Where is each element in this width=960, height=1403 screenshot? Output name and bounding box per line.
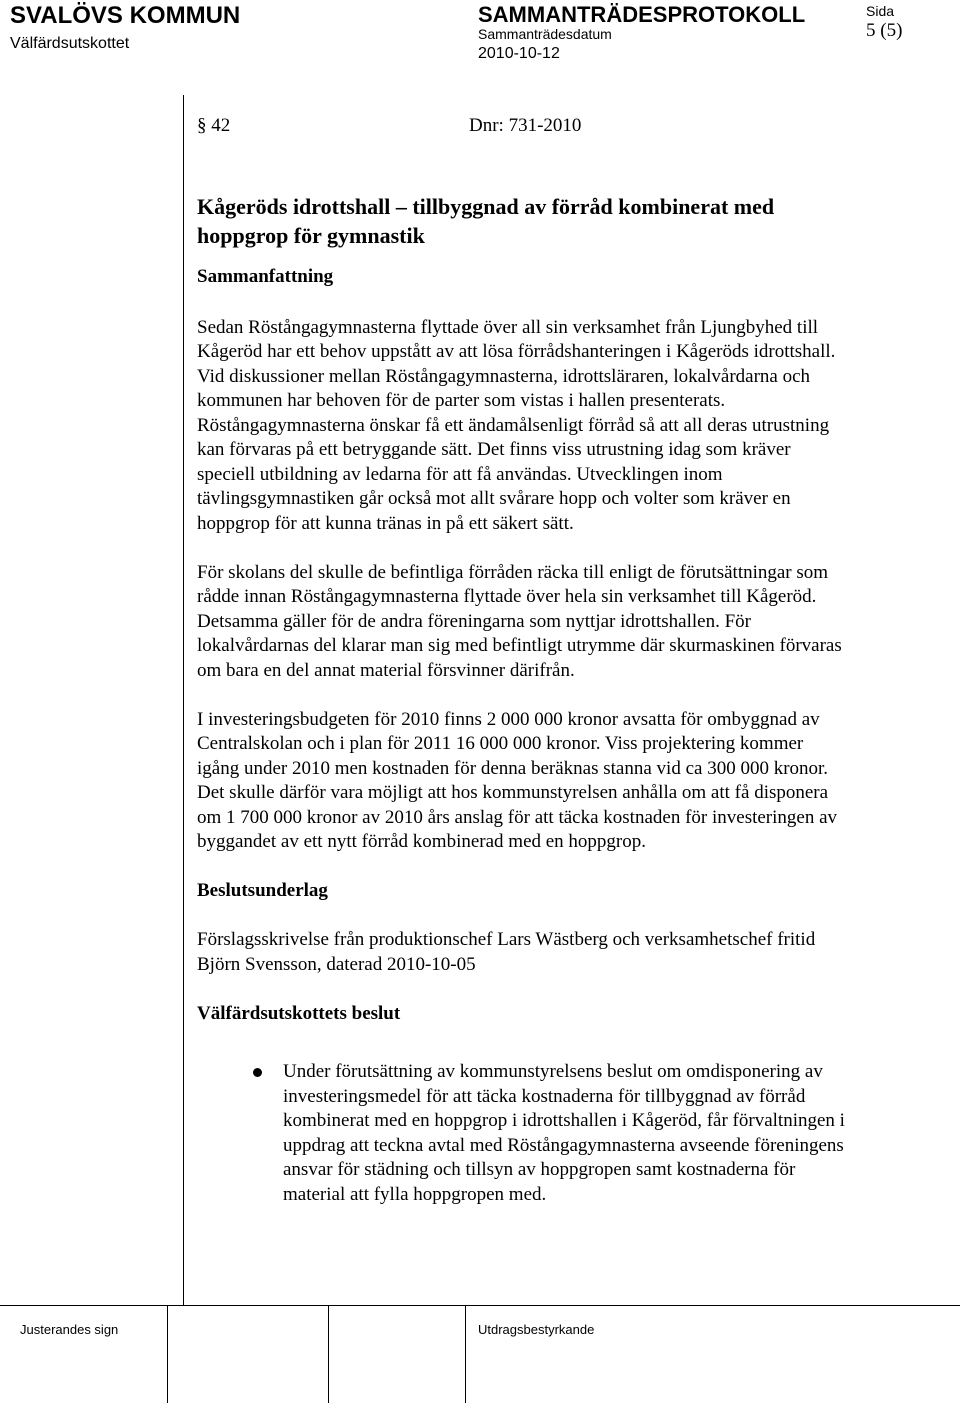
footer-rule xyxy=(0,1305,960,1306)
org-name: SVALÖVS KOMMUN xyxy=(10,2,241,29)
paragraph-number: § 42 xyxy=(197,114,231,136)
paragraph-row xyxy=(197,113,937,139)
protocol-title: SAMMANTRÄDESPROTOKOLL xyxy=(478,2,806,27)
summary-paragraph-2: För skolans del skulle de befintliga förråden räcka till enligt de förutsättningar som rådde innan Röstångagymnasterna flyttade över hela sin verksamhet till Kågeröd. Detsamma gäller för de andra föreningarna som nyttjar idrottshallen. För lokalvårdarnas del klarar man sig med befintligt utrymme där skurmaskinen förvaras om bara en del annat material försvinner därifrån. xyxy=(197,561,842,681)
dnr-reference: Dnr: 731-2010 xyxy=(469,114,582,136)
department-name: Välfärdsutskottet xyxy=(10,35,130,52)
footer-divider xyxy=(465,1305,466,1403)
basis-heading: Beslutsunderlag xyxy=(197,880,328,901)
page-title: Kågeröds idrottshall – tillbyggnad av förråd kombinerat med hoppgrop för gymnastik xyxy=(197,194,775,248)
footer-divider xyxy=(328,1305,329,1403)
summary-heading: Sammanfattning xyxy=(197,266,334,287)
extract-label: Utdragsbestyrkande xyxy=(478,1322,595,1337)
summary-paragraph-3: I investeringsbudgeten för 2010 finns 2 000 000 kronor avsatta för ombyggnad av Centralskolan och i plan för 2011 16 000 000 kronor. Viss projektering kommer igång under 2010 men kostnaden för denna beräknas stanna vid ca 300 000 kronor. Det skulle därför vara möjligt att hos kommunstyrelsen anhålla om att få disponera om 1 700 000 kronor av 2010 års anslag för att täcka kostnaden för investeringen av byggandet av ett nytt förråd kombinerad med en hoppgrop. xyxy=(197,708,838,852)
footer-divider xyxy=(167,1305,168,1403)
page-label: Sida xyxy=(866,3,895,19)
sign-label: Justerandes sign xyxy=(20,1322,119,1337)
page-number: 5 (5) xyxy=(866,20,903,41)
decision-list xyxy=(197,1060,937,1207)
protocol-body xyxy=(197,113,937,1207)
date-value: 2010-10-12 xyxy=(478,45,560,62)
basis-text: Förslagsskrivelse från produktionschef Lars Wästberg och verksamhetschef fritid Björn Svensson, daterad 2010-10-05 xyxy=(197,929,816,975)
decision-heading: Välfärdsutskottets beslut xyxy=(197,1002,401,1024)
summary-paragraph-1: Sedan Röstångagymnasterna flyttade över all sin verksamhet från Ljungbyhed till Kågeröd har ett behov uppstått av att lösa förrådshanteringen i Kågeröds idrottshall. Vid diskussioner mellan Röstångagymnasterna, idrottsläraren, lokalvårdarna och kommunen har behoven för de parter som vistas i hallen presenterats. Röstångagymnasterna önskar få ett ändamålsenligt förråd så att all deras utrustning kan förvaras på ett betryggande sätt. Det finns viss utrustning idag som kräver speciell utbildning av ledarna för att få användas. Utvecklingen inom tävlingsgymnastiken går också mot allt svårare hopp och volter som kräver en hoppgrop för att kunna tränas in på ett säkert sätt. xyxy=(197,316,836,534)
left-margin-rule xyxy=(183,95,184,1305)
date-label: Sammanträdesdatum xyxy=(478,26,612,42)
decision-item: Under förutsättning av kommunstyrelsens beslut om omdisponering av investeringsmedel för att täcka kostnaderna för tillbyggnad av förråd kombinerat med en hoppgrop i idrottshallen i Kågeröd, får förvaltningen i uppdrag att teckna avtal med Röstångagymnasterna avseende föreningens ansvar för städning och tillsyn av hoppgropen samt kostnaderna för material att fylla hoppgropen med. xyxy=(197,1060,937,1207)
